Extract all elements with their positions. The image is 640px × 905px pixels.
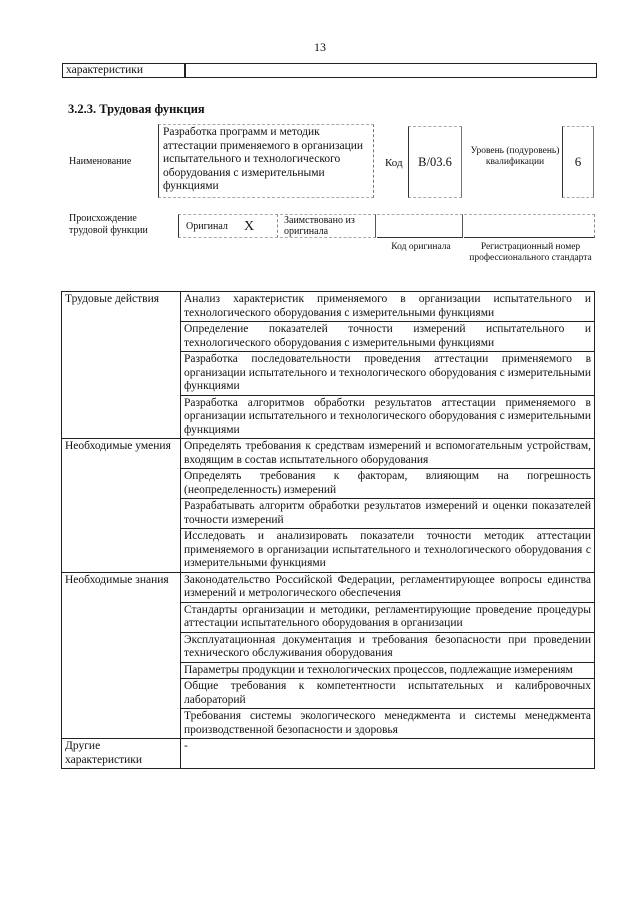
qualification-level-box: 6 xyxy=(562,126,594,198)
requirement-cell: Законодательство Российской Федерации, регламентирующее вопросы единства измерений и метрологического обеспечения xyxy=(181,572,595,602)
requirement-cell: Общие требования к компетентности испытательных и калибровочных лабораторий xyxy=(181,679,595,709)
requirement-cell: - xyxy=(181,739,595,769)
requirement-cell: Анализ характеристик применяемого в организации испытательного и технологического оборудования с измерительными функциями xyxy=(181,292,595,322)
borrowed-label: Заимствовано из оригинала xyxy=(280,214,376,238)
labor-function-table xyxy=(61,291,595,769)
requirement-cell: Определять требования к факторам, влияющим на погрешность (неопределенность) измерений xyxy=(181,469,595,499)
function-name-box: Разработка программ и методик аттестации применяемого в организации испытательного и технологического оборудования с измерительными функциями xyxy=(158,124,374,198)
category-cell: Другие характеристики xyxy=(62,739,181,769)
code-value-box: В/03.6 xyxy=(408,126,462,198)
requirement-cell: Разработка последовательности проведения аттестации применяемого в организации испытательного и технологического оборудования с измерительными функциями xyxy=(181,352,595,396)
table-row xyxy=(62,439,595,469)
table-row xyxy=(62,739,595,769)
name-label: Наименование xyxy=(69,156,132,167)
table-row xyxy=(62,572,595,602)
original-code-caption: Код оригинала xyxy=(391,242,451,252)
requirement-cell: Эксплуатационная документация и требования безопасности при проведении технического обслуживания оборудования xyxy=(181,632,595,662)
requirement-cell: Разрабатывать алгоритм обработки результатов измерений и оценки показателей точности измерений xyxy=(181,499,595,529)
requirement-cell: Исследовать и анализировать показатели точности методик аттестации применяемого в организации испытательного и технологического оборудования с измерительными функциями xyxy=(181,529,595,573)
top-row-label: характеристики xyxy=(63,64,185,77)
requirement-cell: Стандарты организации и методики, регламентирующие проведение процедуры аттестации испытательного оборудования в организации xyxy=(181,602,595,632)
requirement-cell: Требования системы экологического менеджмента и системы менеджмента производственной безопасности и здоровья xyxy=(181,709,595,739)
category-cell: Необходимые умения xyxy=(62,439,181,573)
category-cell: Трудовые действия xyxy=(62,292,181,439)
top-row-value xyxy=(185,64,596,77)
requirement-cell: Определение показателей точности измерений испытательного и технологического оборудования с измерительными функциями xyxy=(181,322,595,352)
category-cell: Необходимые знания xyxy=(62,572,181,739)
table-row xyxy=(62,292,595,322)
requirement-cell: Разработка алгоритмов обработки результатов аттестации применяемого в организации испытательного и технологического оборудования с измерительными функциями xyxy=(181,395,595,439)
original-mark: X xyxy=(244,219,255,234)
requirement-cell: Параметры продукции и технологических процессов, подлежащие измерениям xyxy=(181,662,595,679)
origin-label: Происхождение трудовой функции xyxy=(69,213,148,236)
requirement-cell: Определять требования к средствам измерений и вспомогательным устройствам, входящим в состав испытательного оборудования xyxy=(181,439,595,469)
top-characteristics-row xyxy=(62,63,597,78)
qualification-level-label: Уровень (подуровень) квалификации xyxy=(470,146,560,167)
code-label: Код xyxy=(385,157,403,169)
registration-number-box xyxy=(464,214,595,238)
section-title: 3.2.3. Трудовая функция xyxy=(68,102,205,116)
registration-number-caption: Регистрационный номер профессионального стандарта xyxy=(469,242,592,263)
page-number: 13 xyxy=(314,40,326,54)
original-code-box xyxy=(377,214,463,238)
original-label: Оригинал xyxy=(186,221,228,232)
